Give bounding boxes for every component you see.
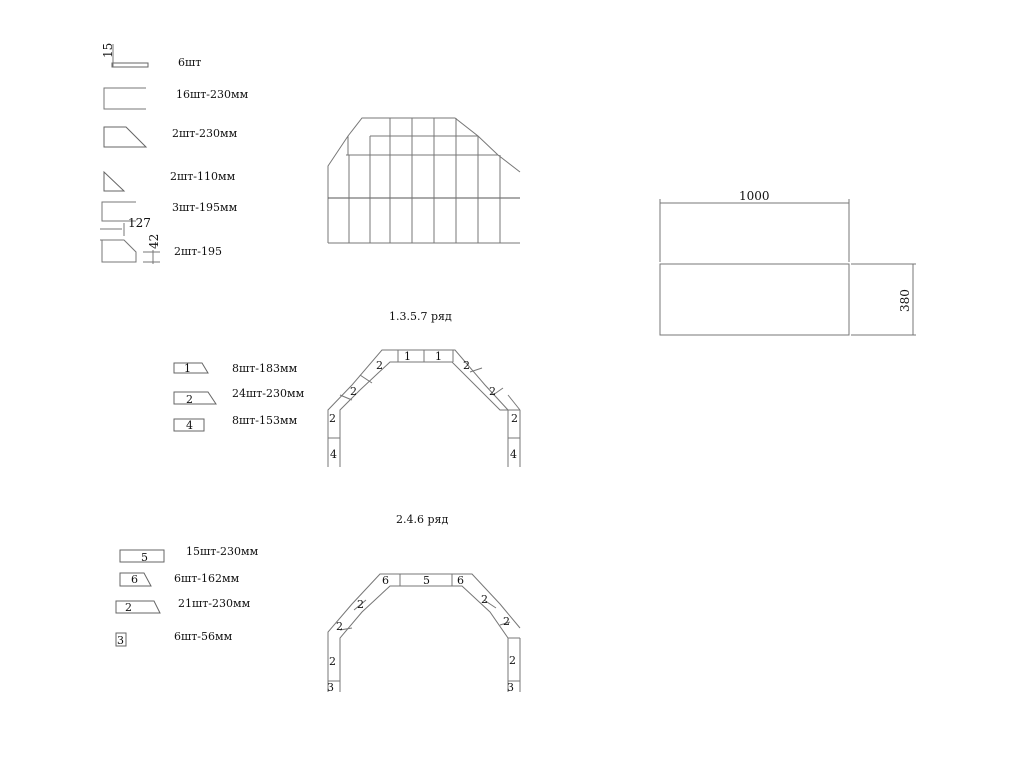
arch-odd-label-2b: 2 xyxy=(350,385,357,398)
piece-2-shape xyxy=(174,392,216,404)
piece-3-code: 3 xyxy=(117,634,124,647)
piece-2b-shape xyxy=(116,601,160,613)
dim-15: 15 xyxy=(101,42,115,58)
arch-odd-label-1b: 1 xyxy=(435,350,442,363)
plan-height-label: 380 xyxy=(898,289,912,312)
piece-5-qty: 15шт-230мм xyxy=(186,545,259,558)
arch-even-label-3b: 3 xyxy=(507,681,514,694)
top-legend xyxy=(100,43,249,264)
triangle-shape xyxy=(104,172,124,191)
piece-1-qty: 8шт-183мм xyxy=(232,362,298,375)
arch-odd-label-2c: 2 xyxy=(329,412,336,425)
arch-even-label-2c: 2 xyxy=(329,655,336,668)
piece-6-code: 6 xyxy=(131,573,138,586)
row-odd-legend xyxy=(174,362,305,432)
strip-shape xyxy=(112,63,148,67)
piece-2-code: 2 xyxy=(186,393,193,406)
legend-top-qty-5: 3шт-195мм xyxy=(172,201,238,214)
piece-4-qty: 8шт-153мм xyxy=(232,414,298,427)
row-odd-section xyxy=(174,310,520,467)
arch-even-label-2e: 2 xyxy=(503,615,510,628)
piece-2-qty: 24шт-230мм xyxy=(232,387,305,400)
arch-odd-label-4b: 4 xyxy=(510,448,517,461)
arch-even-label-2d: 2 xyxy=(481,593,488,606)
elevation-grid xyxy=(328,118,520,243)
arch-even-label-6a: 6 xyxy=(382,574,389,587)
arch-even-label-2b: 2 xyxy=(336,620,343,633)
legend-top-qty-1: 6шт xyxy=(178,56,202,69)
piece-1-shape xyxy=(174,363,208,373)
arch-even-label-2a: 2 xyxy=(357,598,364,611)
legend-top-qty-6: 2шт-195 xyxy=(174,245,223,258)
row-odd-arch xyxy=(328,350,520,467)
dim-127: 127 xyxy=(128,216,151,230)
row-even-legend xyxy=(116,545,259,647)
row-even-arch xyxy=(327,574,520,694)
legend-top-qty-4: 2шт-110мм xyxy=(170,170,236,183)
legend-top-qty-3: 2шт-230мм xyxy=(172,127,238,140)
arch-odd-label-1a: 1 xyxy=(404,350,411,363)
piece-5-code: 5 xyxy=(141,551,148,564)
row-even-section xyxy=(116,513,520,694)
legend-top-qty-2: 16шт-230мм xyxy=(176,88,249,101)
piece-3-qty: 6шт-56мм xyxy=(174,630,233,643)
piece-2b-qty: 21шт-230мм xyxy=(178,597,251,610)
plan-view xyxy=(660,189,916,335)
piece-1-code: 1 xyxy=(184,362,191,375)
arch-odd-label-2e: 2 xyxy=(489,385,496,398)
legend-triangle xyxy=(104,170,236,191)
arch-even-label-6b: 6 xyxy=(457,574,464,587)
arch-even-label-2f: 2 xyxy=(509,654,516,667)
piece-6-qty: 6шт-162мм xyxy=(174,572,240,585)
piece-4-code: 4 xyxy=(186,419,193,432)
legend-strip-15 xyxy=(101,43,201,69)
arch-even-label-5: 5 xyxy=(423,574,430,587)
dim-42: 42 xyxy=(147,233,161,249)
plan-width-label: 1000 xyxy=(739,189,770,203)
arch-odd-label-4a: 4 xyxy=(330,448,337,461)
rect-shape xyxy=(104,88,146,109)
legend-chamfer-195 xyxy=(100,216,222,264)
legend-rect xyxy=(104,88,249,109)
arch-odd-label-2d: 2 xyxy=(463,359,470,372)
plan-rectangle xyxy=(660,264,849,335)
piece-2b-code: 2 xyxy=(125,601,132,614)
arch-even-label-3a: 3 xyxy=(327,681,334,694)
chamfer-shape xyxy=(100,240,136,262)
legend-trapezoid xyxy=(104,127,238,147)
arch-odd-label-2f: 2 xyxy=(511,412,518,425)
legend-rect-195 xyxy=(102,201,238,221)
row-even-title: 2.4.6 ряд xyxy=(396,513,449,526)
row-odd-title: 1.3.5.7 ряд xyxy=(389,310,452,323)
arch-odd-label-2a: 2 xyxy=(376,359,383,372)
trapezoid-shape xyxy=(104,127,146,147)
